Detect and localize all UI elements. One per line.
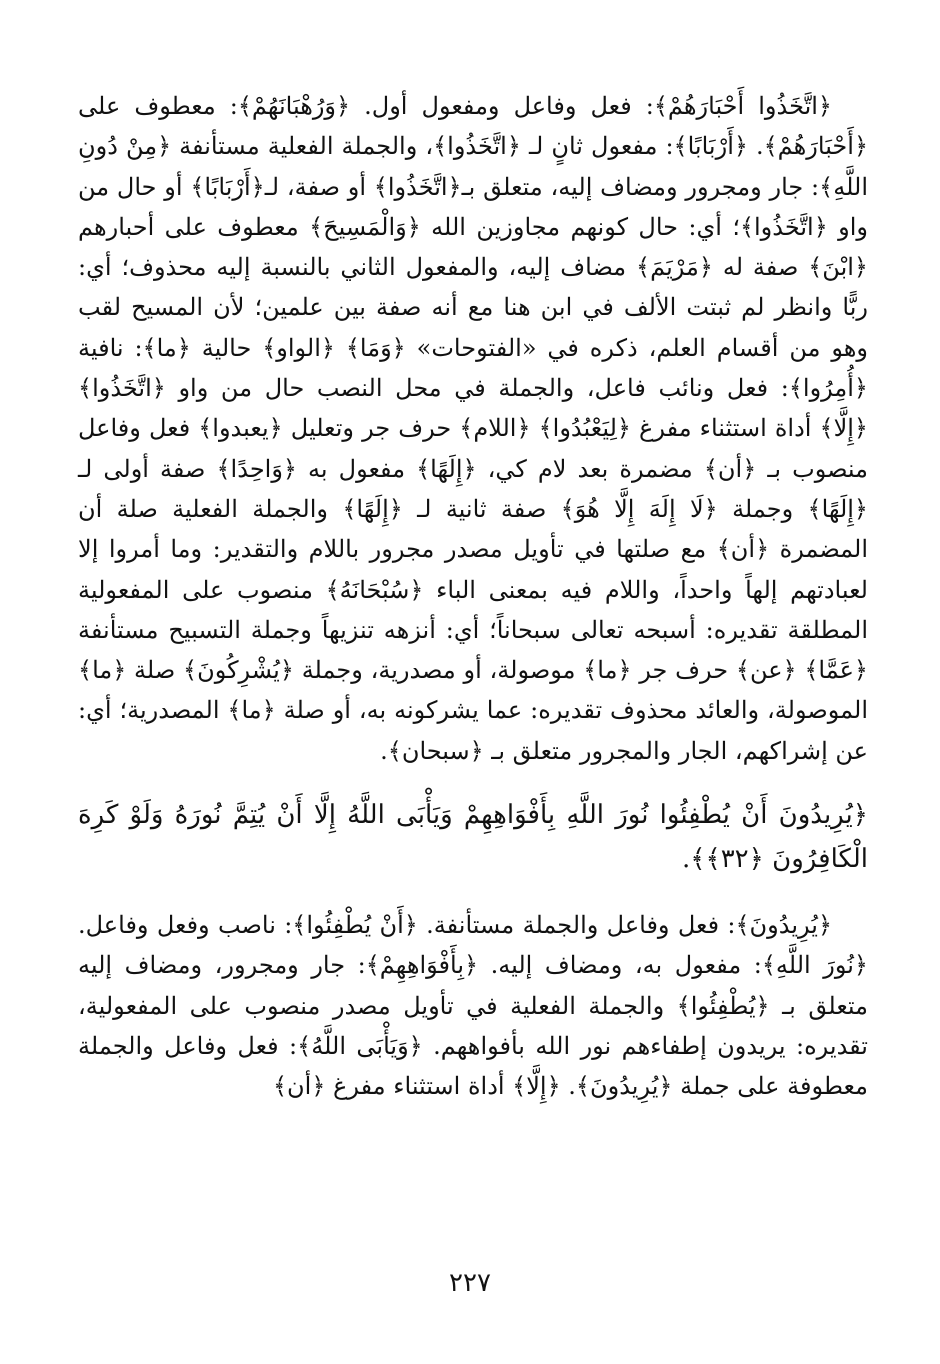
spacer [78, 881, 868, 905]
tafsir-paragraph-1: ﴿اتَّخَذُوا أَحْبَارَهُمْ﴾: فعل وفاعل ومفعول أول. ﴿وَرُهْبَانَهُمْ﴾: معطوف على ﴿أَحْبَارَهُمْ﴾. ﴿أَرْبَابًا﴾: مفعول ثانٍ لـ ﴿اتَّخَذُوا﴾، والجملة الفعلية مستأنفة ﴿مِنْ دُونِ اللَّهِ﴾: جار ومجرور ومضاف إليه، متعلق بـ﴿اتَّخَذُوا﴾ أو صفة، لـ﴿أَرْبَابًا﴾ أو حال من واو ﴿اتَّخَذُوا﴾؛ أي: حال كونهم مجاوزين الله ﴿وَالْمَسِيحَ﴾ معطوف على أحبارهم ﴿ابْنَ﴾ صفة له ﴿مَرْيَمَ﴾ مضاف إليه، والمفعول الثاني بالنسبة إليه محذوف؛ أي: ربًّا وانظر لم ثبتت الألف في ابن هنا مع أنه صفة بين علمين؛ لأن المسيح لقب وهو من أقسام العلم، ذكره في «الفتوحات» ﴿وَمَا﴾ ﴿الواو﴾ حالية ﴿ما﴾: نافية ﴿أُمِرُوا﴾: فعل ونائب فاعل، والجملة في محل النصب حال من واو ﴿اتَّخَذُوا﴾ ﴿إِلَّا﴾ أداة استثناء مفرغ ﴿لِيَعْبُدُوا﴾ ﴿اللام﴾ حرف جر وتعليل ﴿يعبدوا﴾ فعل وفاعل منصوب بـ ﴿أن﴾ مضمرة بعد لام كي، ﴿إِلَهًا﴾ مفعول به ﴿وَاحِدًا﴾ صفة أولى لـ ﴿إِلَهًا﴾ وجملة ﴿لَا إِلَهَ إِلَّا هُوَ﴾ صفة ثانية لـ ﴿إِلَهًا﴾ والجملة الفعلية صلة أن المضمرة ﴿أن﴾ مع صلتها في تأويل مصدر مجرور باللام والتقدير: وما أمروا إلا لعبادتهم إلهاً واحداً، واللام فيه بمعنى الباء ﴿سُبْحَانَهُ﴾ منصوب على المفعولية المطلقة تقديره: أسبحه تعالى سبحاناً؛ أي: أنزهه تنزيهاً وجملة التسبيح مستأنفة ﴿عَمَّا﴾ ﴿عن﴾ حرف جر ﴿ما﴾ موصولة، أو مصدرية، وجملة ﴿يُشْرِكُونَ﴾ صلة ﴿ما﴾ الموصولة، والعائد محذوف تقديره: عما يشركونه به، أو صلة ﴿ما﴾ المصدرية؛ أي: عن إشراكهم، الجار والمجرور متعلق بـ ﴿سبحان﴾. [78, 92, 869, 765]
tafsir-paragraph-2: ﴿يُرِيدُونَ﴾: فعل وفاعل والجملة مستأنفة. ﴿أَنْ يُطْفِئُوا﴾: ناصب وفعل وفاعل. ﴿نُورَ اللَّهِ﴾: مفعول به، ومضاف إليه. ﴿بِأَفْوَاهِهِمْ﴾: جار ومجرور، ومضاف إليه متعلق بـ ﴿يُطْفِئُوا﴾ والجملة الفعلية في تأويل مصدر منصوب على المفعولية، تقديره: يريدون إطفاءهم نور الله بأفواههم. ﴿وَيَأْبَى اللَّهُ﴾: فعل وفاعل والجملة معطوفة على جملة ﴿يُرِيدُونَ﴾. ﴿إِلَّا﴾ أداة استثناء مفرغ ﴿أن﴾ [78, 911, 868, 1101]
page-content [78, 86, 868, 1107]
quran-verse: ﴿يُرِيدُونَ أَنْ يُطْفِئُوا نُورَ اللَّهِ بِأَفْوَاهِهِمْ وَيَأْبَى اللَّهُ إِلَّا أَنْ يُتِمَّ نُورَهُ وَلَوْ كَرِهَ الْكَافِرُونَ ﴿٣٢﴾﴾. [78, 800, 868, 875]
page-number: ٢٢٧ [449, 1268, 491, 1298]
